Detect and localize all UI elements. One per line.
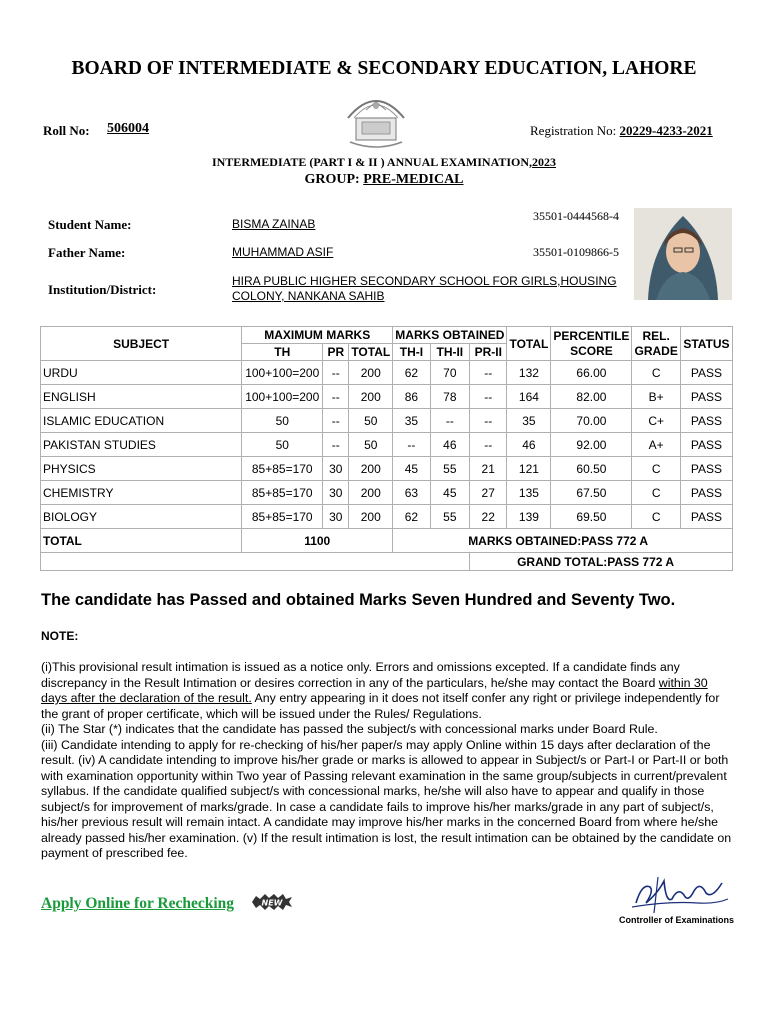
header-pr: PR (323, 344, 349, 361)
cell-max-total: 200 (349, 481, 393, 505)
student-name: BISMA ZAINAB (232, 217, 316, 231)
note-paragraph-3: (iii) Candidate intending to apply for re-checking of his/her paper/s may apply Online within 15 days after declaration of the result. (iv) A candidate intending to improve his/her grade or marks is allowed to appear in Subject/s or Part-I or Part-II or both with examination opportunity within Two year of Passing relevant examination in the same group/subjects in current/prevalent syllabus. If the candidate qualified subject/s with concessional marks, he/she will also have to appear and qualify in those subject/s for improvement of marks/grade. In case a candidate fails to improve his/her marks/grade in any part of subject/s, his/her previous result will remain intact. A candidate may improve his/her marks in the concerned Board from where he/she already passed his/her examination. (v) If the result intimation is lost, the result intimation can be obtained by the candidate on payment of prescribed fee. (41, 737, 732, 860)
exam-year: 2023 (532, 155, 557, 169)
table-row (41, 433, 733, 457)
marks-obtained-summary: MARKS OBTAINED:PASS 772 A (393, 529, 733, 553)
cell-total: 135 (507, 481, 551, 505)
cell-subject: PAKISTAN STUDIES (41, 433, 242, 457)
cell-pr: 30 (323, 505, 349, 529)
header-percentile: PERCENTILE SCORE (551, 327, 632, 361)
header-th: TH (242, 344, 323, 361)
cell-pr2: 21 (470, 457, 507, 481)
cell-max-total: 200 (349, 505, 393, 529)
grand-total-row (41, 553, 733, 571)
table-row (41, 481, 733, 505)
cell-th: 85+85=170 (242, 505, 323, 529)
cell-th: 50 (242, 409, 323, 433)
cell-percentile: 70.00 (551, 409, 632, 433)
cell-th2: 78 (430, 385, 469, 409)
cell-pr2: -- (470, 433, 507, 457)
cell-percentile: 69.50 (551, 505, 632, 529)
cell-grade: C (632, 361, 680, 385)
cell-th2: -- (430, 409, 469, 433)
new-badge-icon (250, 893, 294, 911)
father-name-label: Father Name: (48, 245, 126, 260)
table-row (41, 385, 733, 409)
cell-status: PASS (680, 385, 732, 409)
cell-percentile: 66.00 (551, 361, 632, 385)
cell-grade: C+ (632, 409, 680, 433)
cell-percentile: 82.00 (551, 385, 632, 409)
total-label: TOTAL (41, 529, 242, 553)
exam-title: INTERMEDIATE (PART I & II ) ANNUAL EXAMINATION,2023 (211, 155, 557, 169)
cell-max-total: 50 (349, 433, 393, 457)
apply-rechecking-link[interactable]: Apply Online for Rechecking (41, 895, 235, 912)
note-body (41, 660, 733, 862)
cell-subject: ISLAMIC EDUCATION (41, 409, 242, 433)
cell-subject: CHEMISTRY (41, 481, 242, 505)
cell-th1: 45 (393, 457, 430, 481)
cell-percentile: 92.00 (551, 433, 632, 457)
cell-percentile: 67.50 (551, 481, 632, 505)
registration-label: Registration No: (530, 123, 617, 138)
table-row (41, 505, 733, 529)
header-total: TOTAL (507, 327, 551, 361)
cell-th1: 62 (393, 505, 430, 529)
table-body (41, 361, 733, 529)
cell-total: 121 (507, 457, 551, 481)
cell-total: 35 (507, 409, 551, 433)
registration-row (530, 123, 713, 139)
cell-th: 85+85=170 (242, 481, 323, 505)
cell-status: PASS (680, 481, 732, 505)
group-label: GROUP: (304, 172, 360, 187)
cell-pr: 30 (323, 457, 349, 481)
institution-label: Institution/District: (48, 282, 157, 297)
cell-max-total: 200 (349, 361, 393, 385)
cell-th2: 55 (430, 457, 469, 481)
student-name-label: Student Name: (48, 217, 132, 232)
cell-max-total: 50 (349, 409, 393, 433)
cell-th2: 70 (430, 361, 469, 385)
cell-pr: 30 (323, 481, 349, 505)
group-row (0, 172, 768, 188)
cell-subject: ENGLISH (41, 385, 242, 409)
cell-pr2: -- (470, 361, 507, 385)
cell-status: PASS (680, 409, 732, 433)
cell-status: PASS (680, 505, 732, 529)
cell-subject: BIOLOGY (41, 505, 242, 529)
cell-max-total: 200 (349, 457, 393, 481)
note-paragraph-2: (ii) The Star (*) indicates that the candidate has passed the subject/s with concessional marks under Board Rule. (41, 722, 658, 736)
registration-number: 20229-4233-2021 (619, 123, 713, 138)
father-cnic: 35501-0109866-5 (533, 245, 619, 259)
cell-th2: 46 (430, 433, 469, 457)
cell-total: 46 (507, 433, 551, 457)
header-pr2: PR-II (470, 344, 507, 361)
header-status: STATUS (680, 327, 732, 361)
header-rel-grade: REL. GRADE (632, 327, 680, 361)
roll-label: Roll No: (43, 123, 90, 138)
header-th2: TH-II (430, 344, 469, 361)
cell-pr2: 22 (470, 505, 507, 529)
group-value: PRE-MEDICAL (363, 172, 464, 187)
cell-grade: C (632, 505, 680, 529)
cell-pr: -- (323, 385, 349, 409)
header-th1: TH-I (393, 344, 430, 361)
student-cnic: 35501-0444568-4 (533, 209, 619, 223)
cell-total: 139 (507, 505, 551, 529)
signature-icon (628, 873, 732, 917)
cell-subject: PHYSICS (41, 457, 242, 481)
cell-status: PASS (680, 457, 732, 481)
cell-pr: -- (323, 361, 349, 385)
cell-pr2: 27 (470, 481, 507, 505)
cell-grade: A+ (632, 433, 680, 457)
board-title: BOARD OF INTERMEDIATE & SECONDARY EDUCATION, LAHORE (71, 58, 697, 79)
cell-th1: 63 (393, 481, 430, 505)
table-header-row (41, 327, 733, 344)
cell-th1: 35 (393, 409, 430, 433)
father-name: MUHAMMAD ASIF (232, 245, 334, 259)
new-badge-text: NEW (261, 898, 283, 908)
table-row (41, 457, 733, 481)
header-marks-obtained: MARKS OBTAINED (393, 327, 507, 344)
cell-th: 50 (242, 433, 323, 457)
note-deadline-text: within 30 days after the declaration of the result. (41, 675, 708, 705)
header-subject: SUBJECT (41, 327, 242, 361)
header-sub-total: TOTAL (349, 344, 393, 361)
cell-pr: -- (323, 409, 349, 433)
cell-th: 85+85=170 (242, 457, 323, 481)
cell-th2: 45 (430, 481, 469, 505)
cell-th2: 55 (430, 505, 469, 529)
roll-number: 506004 (107, 121, 149, 136)
cell-th1: 62 (393, 361, 430, 385)
institution-name: HIRA PUBLIC HIGHER SECONDARY SCHOOL FOR GIRLS,HOUSING COLONY, NANKANA SAHIB (232, 274, 617, 303)
cell-subject: URDU (41, 361, 242, 385)
header-max-marks: MAXIMUM MARKS (242, 327, 393, 344)
cell-grade: C (632, 481, 680, 505)
note-label: NOTE: (41, 629, 79, 643)
table-row (41, 409, 733, 433)
cell-pr: -- (323, 433, 349, 457)
cell-status: PASS (680, 361, 732, 385)
result-statement: The candidate has Passed and obtained Marks Seven Hundred and Seventy Two. (41, 591, 676, 609)
cell-grade: B+ (632, 385, 680, 409)
table-row (41, 361, 733, 385)
cell-pr2: -- (470, 409, 507, 433)
cell-th1: 86 (393, 385, 430, 409)
board-logo-icon (340, 88, 412, 152)
cell-total: 132 (507, 361, 551, 385)
cell-max-total: 200 (349, 385, 393, 409)
note-paragraph-1: (i)This provisional result intimation is issued as a notice only. Errors and omissions excepted. If a candidate finds any discrepancy in the Result Intimation or desires correction in any of the particulars, he/she may contact the Board within 30 days after the declaration of the result. Any entry appearing in it does not itself confer any right or privilege independently for the grant of proper certificate, which will be issued under the Rules/ Regulations. (41, 660, 720, 721)
grand-total: GRAND TOTAL:PASS 772 A (470, 553, 733, 571)
cell-th: 100+100=200 (242, 361, 323, 385)
cell-grade: C (632, 457, 680, 481)
student-photo (634, 208, 732, 300)
cell-percentile: 60.50 (551, 457, 632, 481)
cell-th: 100+100=200 (242, 385, 323, 409)
result-table (40, 326, 733, 571)
total-max-marks: 1100 (242, 529, 393, 553)
cell-pr2: -- (470, 385, 507, 409)
cell-total: 164 (507, 385, 551, 409)
signature-title: Controller of Examinations (619, 915, 735, 925)
total-row (41, 529, 733, 553)
cell-th1: -- (393, 433, 430, 457)
cell-status: PASS (680, 433, 732, 457)
